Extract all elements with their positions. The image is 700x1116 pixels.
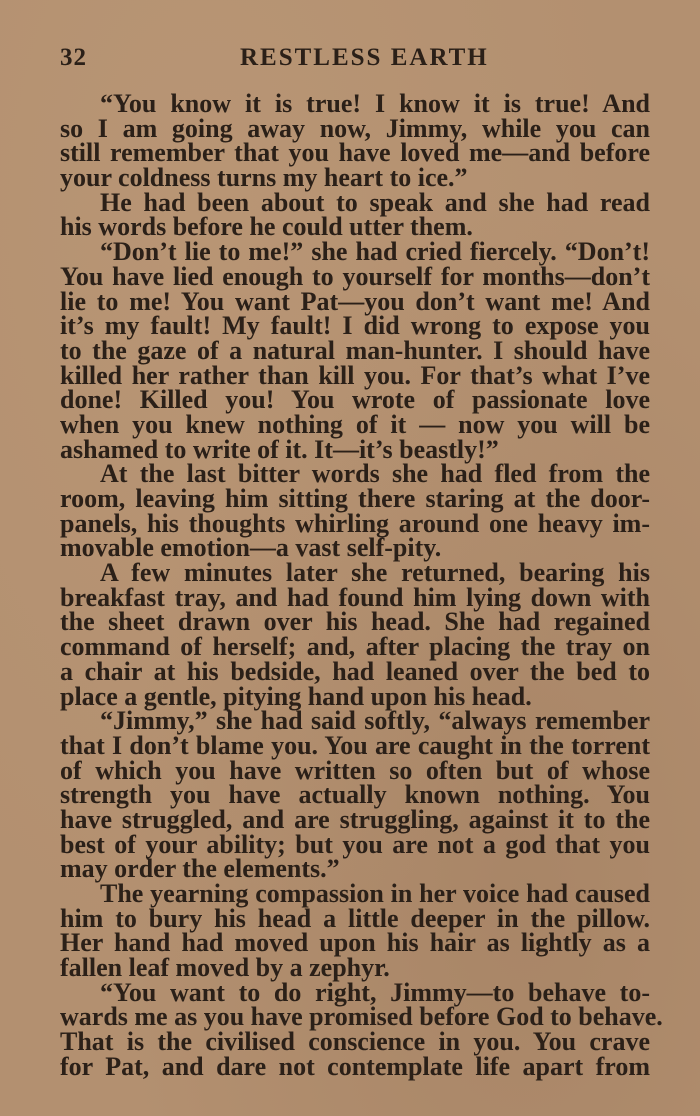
text-line: when you knew nothing of it — now you will be: [60, 409, 650, 439]
text-line: fallen leaf moved by a zephyr.: [60, 953, 390, 983]
text-line: You have lied enough to yourself for months—don’t: [60, 261, 650, 291]
text-line: A few minutes later she returned, bearing his: [100, 558, 650, 588]
text-line: have struggled, and are struggling, against it to the: [60, 804, 650, 834]
text-line: Her hand had moved upon his hair as lightly as a: [60, 928, 650, 958]
text-line: movable emotion—a vast self-pity.: [60, 533, 442, 563]
text-line: command of herself; and, after placing the tray on: [60, 632, 650, 662]
page-number: 32: [60, 44, 87, 71]
text-line: the sheet drawn over his head. She had regained: [60, 607, 650, 637]
text-line: The yearning compassion in her voice had caused: [100, 879, 650, 908]
text-line: “You want to do right, Jimmy—to behave to-: [100, 977, 650, 1007]
text-line: place a gentle, pitying hand upon his head.: [60, 681, 532, 711]
text-line: panels, his thoughts whirling around one heavy im-: [60, 508, 650, 538]
text-line: it’s my fault! My fault! I did wrong to expose you: [60, 311, 650, 341]
text-line: of which you have written so often but of whose: [60, 755, 650, 785]
text-line: still remember that you have loved me—and before: [60, 138, 650, 168]
page-header: [60, 44, 650, 80]
text-line: He had been about to speak and she had read: [100, 187, 650, 217]
text-line: killed her rather than kill you. For that’s what I’ve: [60, 360, 650, 390]
running-title: RESTLESS EARTH: [240, 44, 489, 71]
text-line: your coldness turns my heart to ice.”: [60, 163, 468, 193]
text-line: “Jimmy,” she had said softly, “always remember: [100, 706, 650, 736]
text-line: him to bury his head a little deeper in the pillow.: [60, 903, 650, 933]
text-line: a chair at his bedside, had leaned over the bed to: [60, 656, 650, 686]
text-line: At the last bitter words she had fled from the: [100, 459, 650, 489]
text-line: “Don’t lie to me!” she had cried fiercely. “Don’t!: [100, 237, 650, 267]
text-line: best of your ability; but you are not a god that you: [60, 829, 650, 859]
text-line: done! Killed you! You wrote of passionate love: [60, 385, 650, 415]
text-line: That is the civilised conscience in you. You crave: [60, 1027, 650, 1057]
text-line: his words before he could utter them.: [60, 212, 473, 242]
text-line: may order the elements.”: [60, 854, 340, 884]
text-line: so I am going away now, Jimmy, while you can: [60, 113, 650, 143]
text-line: ashamed to write of it. It—it’s beastly!”: [60, 434, 499, 464]
text-line: lie to me! You want Pat—you don’t want me! And: [60, 286, 650, 316]
body-text: [60, 89, 663, 1081]
text-line: that I don’t blame you. You are caught in the torrent: [60, 730, 650, 760]
text-line: wards me as you have promised before God to behave.: [60, 1002, 663, 1032]
text-line: “You know it is true! I know it is true! And: [100, 89, 650, 118]
text-line: room, leaving him sitting there staring at the door-: [60, 484, 650, 513]
text-line: breakfast tray, and had found him lying down with: [60, 582, 650, 612]
text-line: for Pat, and dare not contemplate life apart from: [60, 1051, 650, 1081]
text-line: strength you have actually known nothing. You: [60, 780, 650, 810]
text-line: to the gaze of a natural man-hunter. I should have: [60, 335, 650, 365]
